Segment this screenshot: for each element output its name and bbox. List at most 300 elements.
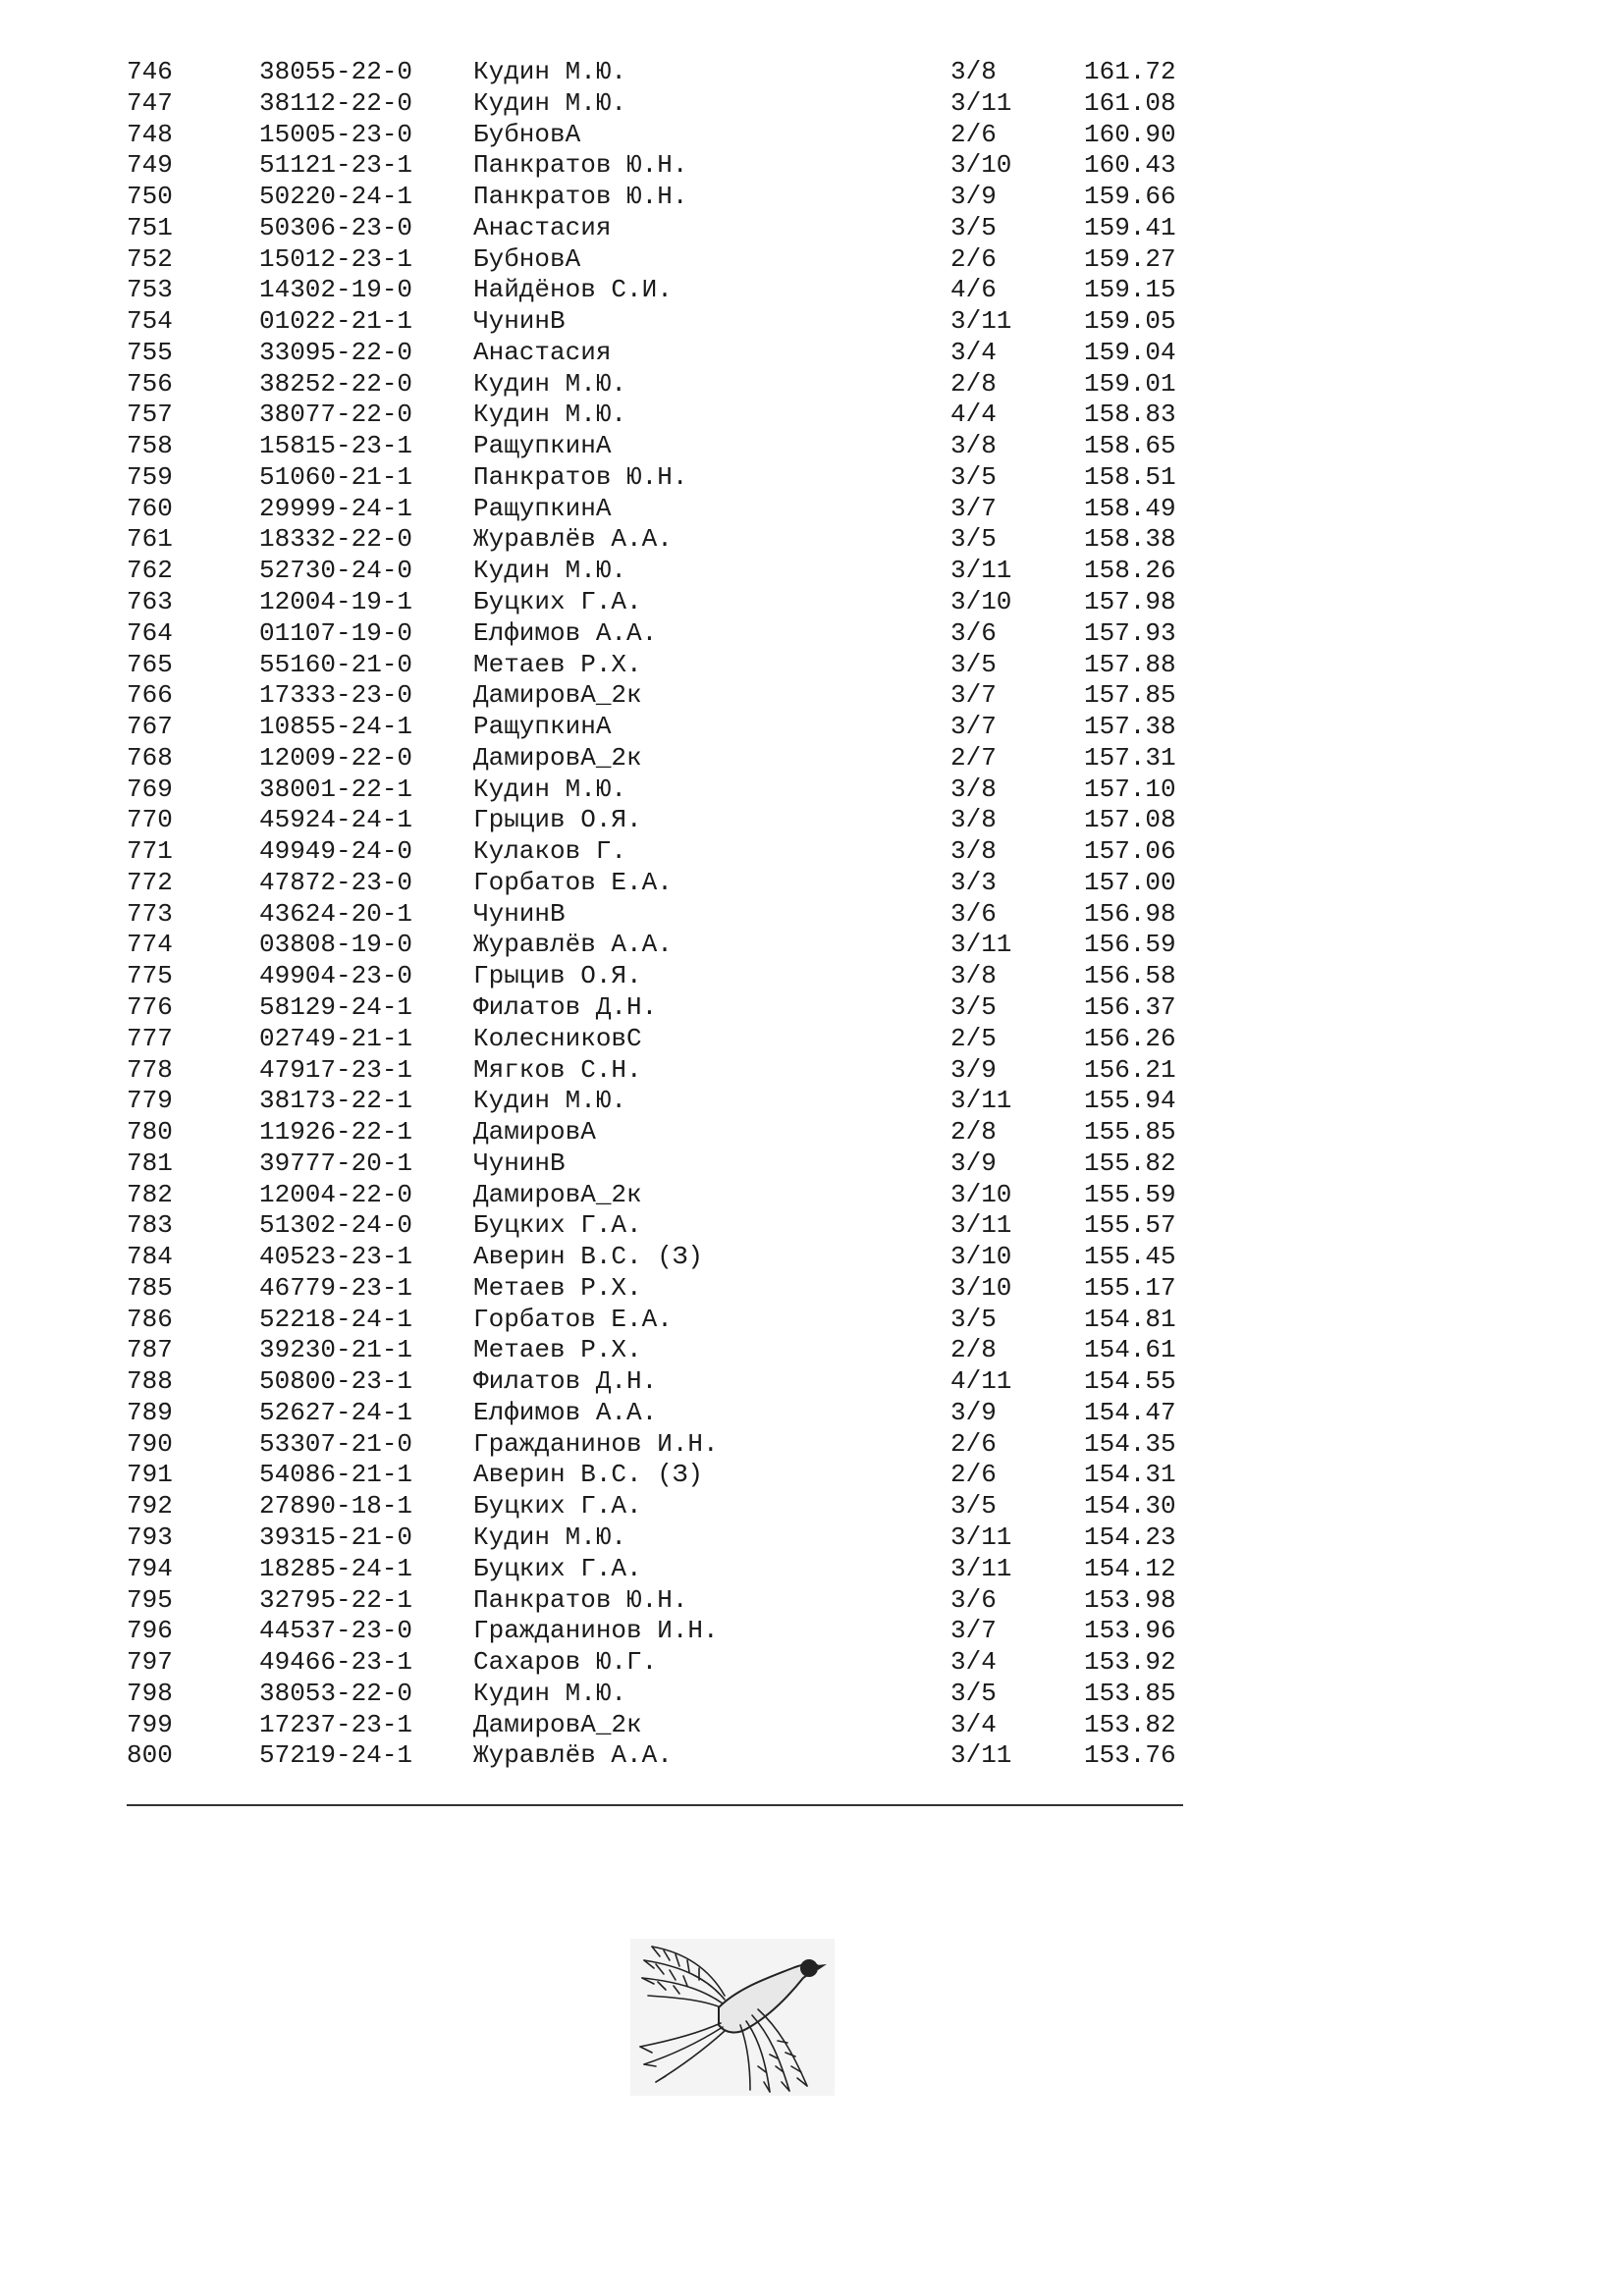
table-row <box>127 1273 1187 1305</box>
ring-number-cell: 18285-24-1 <box>259 1553 413 1583</box>
ratio-cell: 2/8 <box>950 1117 997 1148</box>
owner-name-cell: Елфимов А.А. <box>473 1397 658 1427</box>
table-row <box>127 930 1187 961</box>
table-row <box>127 1554 1187 1585</box>
place-cell: 797 <box>127 1647 173 1678</box>
ring-number-cell: 49466-23-1 <box>259 1647 413 1678</box>
table-row <box>127 1491 1187 1522</box>
owner-name-cell: Кудин М.Ю. <box>473 368 627 399</box>
owner-name-cell: Найдёнов С.И. <box>473 275 673 305</box>
ring-number-cell: 38173-22-1 <box>259 1086 413 1116</box>
ratio-cell: 2/8 <box>950 368 997 399</box>
place-cell: 782 <box>127 1179 173 1209</box>
place-cell: 746 <box>127 57 173 86</box>
speed-cell: 156.58 <box>1084 961 1176 991</box>
ratio-cell: 3/8 <box>950 774 997 804</box>
speed-cell: 161.08 <box>1084 87 1176 118</box>
ring-number-cell: 38055-22-0 <box>259 57 413 86</box>
owner-name-cell: Кудин М.Ю. <box>473 1522 627 1552</box>
ring-number-cell: 38001-22-1 <box>259 774 413 804</box>
owner-name-cell: ЧунинВ <box>473 1148 566 1178</box>
ring-number-cell: 45924-24-1 <box>259 805 413 835</box>
ring-number-cell: 29999-24-1 <box>259 493 413 523</box>
place-cell: 748 <box>127 119 173 149</box>
ratio-cell: 3/6 <box>950 898 997 929</box>
place-cell: 779 <box>127 1086 173 1116</box>
place-cell: 781 <box>127 1148 173 1178</box>
place-cell: 762 <box>127 556 173 586</box>
ratio-cell: 2/6 <box>950 243 997 274</box>
ring-number-cell: 38053-22-0 <box>259 1678 413 1708</box>
place-cell: 761 <box>127 524 173 555</box>
table-row <box>127 1679 1187 1710</box>
owner-name-cell: Кудин М.Ю. <box>473 57 627 86</box>
owner-name-cell: Буцких Г.А. <box>473 1553 642 1583</box>
place-cell: 799 <box>127 1709 173 1739</box>
place-cell: 786 <box>127 1304 173 1334</box>
ring-number-cell: 03808-19-0 <box>259 930 413 960</box>
place-cell: 755 <box>127 337 173 367</box>
ratio-cell: 3/11 <box>950 1210 1012 1241</box>
ratio-cell: 3/10 <box>950 1272 1012 1303</box>
place-cell: 774 <box>127 930 173 960</box>
table-row <box>127 774 1187 806</box>
ratio-cell: 3/11 <box>950 1553 1012 1583</box>
ring-number-cell: 39230-21-1 <box>259 1335 413 1365</box>
ratio-cell: 3/8 <box>950 836 997 867</box>
table-row <box>127 1117 1187 1148</box>
place-cell: 796 <box>127 1616 173 1646</box>
owner-name-cell: РащупкинА <box>473 712 612 742</box>
speed-cell: 157.00 <box>1084 867 1176 897</box>
owner-name-cell: Панкратов Ю.Н. <box>473 461 688 492</box>
table-row <box>127 338 1187 369</box>
owner-name-cell: Кудин М.Ю. <box>473 1678 627 1708</box>
ring-number-cell: 50800-23-1 <box>259 1366 413 1397</box>
table-row <box>127 275 1187 306</box>
owner-name-cell: ДамировА_2к <box>473 680 642 711</box>
ratio-cell: 3/5 <box>950 991 997 1022</box>
table-row <box>127 1460 1187 1491</box>
table-row <box>127 587 1187 618</box>
speed-cell: 156.37 <box>1084 991 1176 1022</box>
ring-number-cell: 33095-22-0 <box>259 337 413 367</box>
place-cell: 750 <box>127 182 173 212</box>
speed-cell: 156.21 <box>1084 1054 1176 1085</box>
table-row <box>127 1398 1187 1429</box>
ring-number-cell: 58129-24-1 <box>259 991 413 1022</box>
table-row <box>127 805 1187 836</box>
place-cell: 759 <box>127 461 173 492</box>
owner-name-cell: Кудин М.Ю. <box>473 400 627 430</box>
speed-cell: 157.98 <box>1084 587 1176 617</box>
table-row <box>127 1335 1187 1366</box>
speed-cell: 158.51 <box>1084 461 1176 492</box>
ratio-cell: 3/11 <box>950 87 1012 118</box>
ratio-cell: 3/4 <box>950 337 997 367</box>
ring-number-cell: 15815-23-1 <box>259 431 413 461</box>
ring-number-cell: 10855-24-1 <box>259 712 413 742</box>
table-row <box>127 213 1187 244</box>
owner-name-cell: ДамировА_2к <box>473 742 642 773</box>
ratio-cell: 3/11 <box>950 556 1012 586</box>
table-row <box>127 1429 1187 1461</box>
ratio-cell: 4/4 <box>950 400 997 430</box>
ratio-cell: 2/5 <box>950 1023 997 1053</box>
ring-number-cell: 49904-23-0 <box>259 961 413 991</box>
table-row <box>127 680 1187 712</box>
ring-number-cell: 50306-23-0 <box>259 212 413 242</box>
place-cell: 791 <box>127 1460 173 1490</box>
place-cell: 760 <box>127 493 173 523</box>
ring-number-cell: 52627-24-1 <box>259 1397 413 1427</box>
ratio-cell: 3/7 <box>950 493 997 523</box>
place-cell: 783 <box>127 1210 173 1241</box>
speed-cell: 159.27 <box>1084 243 1176 274</box>
speed-cell: 157.31 <box>1084 742 1176 773</box>
table-row <box>127 899 1187 931</box>
place-cell: 752 <box>127 243 173 274</box>
ratio-cell: 3/5 <box>950 524 997 555</box>
owner-name-cell: Гражданинов И.Н. <box>473 1616 719 1646</box>
ratio-cell: 3/5 <box>950 1678 997 1708</box>
divider-line <box>127 1804 1183 1806</box>
place-cell: 758 <box>127 431 173 461</box>
ratio-cell: 3/9 <box>950 182 997 212</box>
speed-cell: 153.96 <box>1084 1616 1176 1646</box>
owner-name-cell: Мягков С.Н. <box>473 1054 642 1085</box>
place-cell: 787 <box>127 1335 173 1365</box>
speed-cell: 158.83 <box>1084 400 1176 430</box>
table-row <box>127 1740 1187 1772</box>
place-cell: 777 <box>127 1023 173 1053</box>
table-row <box>127 961 1187 992</box>
place-cell: 747 <box>127 87 173 118</box>
owner-name-cell: Кулаков Г. <box>473 836 627 867</box>
ring-number-cell: 54086-21-1 <box>259 1460 413 1490</box>
table-row <box>127 120 1187 151</box>
speed-cell: 157.38 <box>1084 712 1176 742</box>
table-row <box>127 1086 1187 1117</box>
ring-number-cell: 12004-22-0 <box>259 1179 413 1209</box>
place-cell: 800 <box>127 1740 173 1771</box>
place-cell: 763 <box>127 587 173 617</box>
speed-cell: 159.41 <box>1084 212 1176 242</box>
owner-name-cell: Журавлёв А.А. <box>473 1740 673 1771</box>
ring-number-cell: 02749-21-1 <box>259 1023 413 1053</box>
ring-number-cell: 52218-24-1 <box>259 1304 413 1334</box>
table-row <box>127 150 1187 182</box>
place-cell: 756 <box>127 368 173 399</box>
table-row <box>127 1710 1187 1741</box>
owner-name-cell: Буцких Г.А. <box>473 1210 642 1241</box>
ratio-cell: 2/6 <box>950 119 997 149</box>
ring-number-cell: 39315-21-0 <box>259 1522 413 1552</box>
speed-cell: 155.17 <box>1084 1272 1176 1303</box>
ratio-cell: 3/4 <box>950 1647 997 1678</box>
ring-number-cell: 39777-20-1 <box>259 1148 413 1178</box>
table-row <box>127 1366 1187 1398</box>
speed-cell: 153.76 <box>1084 1740 1176 1771</box>
ring-number-cell: 18332-22-0 <box>259 524 413 555</box>
ring-number-cell: 17333-23-0 <box>259 680 413 711</box>
speed-cell: 157.88 <box>1084 649 1176 679</box>
speed-cell: 155.57 <box>1084 1210 1176 1241</box>
ratio-cell: 3/4 <box>950 1709 997 1739</box>
speed-cell: 155.85 <box>1084 1117 1176 1148</box>
ring-number-cell: 12009-22-0 <box>259 742 413 773</box>
ratio-cell: 3/11 <box>950 1522 1012 1552</box>
owner-name-cell: Горбатов Е.А. <box>473 867 673 897</box>
speed-cell: 161.72 <box>1084 57 1176 86</box>
place-cell: 753 <box>127 275 173 305</box>
place-cell: 767 <box>127 712 173 742</box>
ratio-cell: 3/6 <box>950 1584 997 1615</box>
table-row <box>127 494 1187 525</box>
table-row <box>127 462 1187 494</box>
place-cell: 757 <box>127 400 173 430</box>
place-cell: 795 <box>127 1584 173 1615</box>
ring-number-cell: 38112-22-0 <box>259 87 413 118</box>
place-cell: 790 <box>127 1428 173 1459</box>
speed-cell: 158.49 <box>1084 493 1176 523</box>
ring-number-cell: 57219-24-1 <box>259 1740 413 1771</box>
table-row <box>127 57 1187 88</box>
owner-name-cell: РащупкинА <box>473 493 612 523</box>
ratio-cell: 3/8 <box>950 431 997 461</box>
speed-cell: 154.30 <box>1084 1491 1176 1522</box>
ring-number-cell: 14302-19-0 <box>259 275 413 305</box>
table-row <box>127 1024 1187 1055</box>
place-cell: 775 <box>127 961 173 991</box>
table-row <box>127 1585 1187 1617</box>
table-row <box>127 369 1187 400</box>
table-row <box>127 618 1187 650</box>
ring-number-cell: 50220-24-1 <box>259 182 413 212</box>
speed-cell: 155.59 <box>1084 1179 1176 1209</box>
table-row <box>127 743 1187 774</box>
ratio-cell: 4/11 <box>950 1366 1012 1397</box>
table-row <box>127 1180 1187 1211</box>
ratio-cell: 3/10 <box>950 1242 1012 1272</box>
owner-name-cell: ЧунинВ <box>473 898 566 929</box>
ratio-cell: 3/9 <box>950 1397 997 1427</box>
ratio-cell: 3/11 <box>950 1086 1012 1116</box>
ratio-cell: 2/7 <box>950 742 997 773</box>
owner-name-cell: Гражданинов И.Н. <box>473 1428 719 1459</box>
owner-name-cell: Сахаров Ю.Г. <box>473 1647 658 1678</box>
ratio-cell: 3/7 <box>950 680 997 711</box>
place-cell: 751 <box>127 212 173 242</box>
speed-cell: 158.26 <box>1084 556 1176 586</box>
owner-name-cell: Буцких Г.А. <box>473 1491 642 1522</box>
ring-number-cell: 47917-23-1 <box>259 1054 413 1085</box>
owner-name-cell: БубновА <box>473 119 581 149</box>
owner-name-cell: Анастасия <box>473 337 612 367</box>
ratio-cell: 3/7 <box>950 712 997 742</box>
owner-name-cell: Панкратов Ю.Н. <box>473 150 688 181</box>
speed-cell: 156.98 <box>1084 898 1176 929</box>
table-row <box>127 1148 1187 1180</box>
owner-name-cell: Кудин М.Ю. <box>473 774 627 804</box>
place-cell: 771 <box>127 836 173 867</box>
place-cell: 773 <box>127 898 173 929</box>
ratio-cell: 3/9 <box>950 1148 997 1178</box>
speed-cell: 158.38 <box>1084 524 1176 555</box>
table-row <box>127 868 1187 899</box>
place-cell: 765 <box>127 649 173 679</box>
place-cell: 788 <box>127 1366 173 1397</box>
ring-number-cell: 11926-22-1 <box>259 1117 413 1148</box>
speed-cell: 160.90 <box>1084 119 1176 149</box>
ratio-cell: 3/5 <box>950 1491 997 1522</box>
speed-cell: 154.55 <box>1084 1366 1176 1397</box>
speed-cell: 155.94 <box>1084 1086 1176 1116</box>
speed-cell: 157.06 <box>1084 836 1176 867</box>
table-row <box>127 1242 1187 1273</box>
owner-name-cell: Кудин М.Ю. <box>473 556 627 586</box>
ring-number-cell: 38077-22-0 <box>259 400 413 430</box>
owner-name-cell: Панкратов Ю.Н. <box>473 1584 688 1615</box>
ratio-cell: 3/10 <box>950 1179 1012 1209</box>
ring-number-cell: 46779-23-1 <box>259 1272 413 1303</box>
place-cell: 770 <box>127 805 173 835</box>
table-row <box>127 650 1187 681</box>
place-cell: 794 <box>127 1553 173 1583</box>
speed-cell: 160.43 <box>1084 150 1176 181</box>
speed-cell: 159.01 <box>1084 368 1176 399</box>
table-row <box>127 1305 1187 1336</box>
owner-name-cell: Филатов Д.Н. <box>473 1366 658 1397</box>
ring-number-cell: 17237-23-1 <box>259 1709 413 1739</box>
owner-name-cell: РащупкинА <box>473 431 612 461</box>
speed-cell: 154.12 <box>1084 1553 1176 1583</box>
ring-number-cell: 43624-20-1 <box>259 898 413 929</box>
owner-name-cell: Журавлёв А.А. <box>473 930 673 960</box>
place-cell: 798 <box>127 1678 173 1708</box>
ratio-cell: 2/6 <box>950 1428 997 1459</box>
speed-cell: 154.47 <box>1084 1397 1176 1427</box>
ring-number-cell: 27890-18-1 <box>259 1491 413 1522</box>
place-cell: 769 <box>127 774 173 804</box>
owner-name-cell: Кудин М.Ю. <box>473 87 627 118</box>
table-row <box>127 431 1187 462</box>
speed-cell: 159.66 <box>1084 182 1176 212</box>
ratio-cell: 3/5 <box>950 649 997 679</box>
ratio-cell: 3/6 <box>950 617 997 648</box>
owner-name-cell: Филатов Д.Н. <box>473 991 658 1022</box>
owner-name-cell: БубновА <box>473 243 581 274</box>
place-cell: 768 <box>127 742 173 773</box>
table-row <box>127 1210 1187 1242</box>
table-row <box>127 306 1187 338</box>
ratio-cell: 3/10 <box>950 150 1012 181</box>
table-row <box>127 836 1187 868</box>
ratio-cell: 3/8 <box>950 57 997 86</box>
ratio-cell: 3/5 <box>950 1304 997 1334</box>
table-row <box>127 400 1187 431</box>
table-row <box>127 712 1187 743</box>
ratio-cell: 3/5 <box>950 461 997 492</box>
results-table <box>127 57 1187 1772</box>
owner-name-cell: Кудин М.Ю. <box>473 1086 627 1116</box>
ratio-cell: 2/8 <box>950 1335 997 1365</box>
flying-dove-icon <box>630 1939 835 2096</box>
ratio-cell: 3/11 <box>950 306 1012 337</box>
speed-cell: 154.61 <box>1084 1335 1176 1365</box>
ring-number-cell: 15005-23-0 <box>259 119 413 149</box>
owner-name-cell: Анастасия <box>473 212 612 242</box>
ratio-cell: 3/5 <box>950 212 997 242</box>
ring-number-cell: 51121-23-1 <box>259 150 413 181</box>
place-cell: 778 <box>127 1054 173 1085</box>
ring-number-cell: 49949-24-0 <box>259 836 413 867</box>
table-row <box>127 992 1187 1024</box>
ratio-cell: 3/8 <box>950 961 997 991</box>
ring-number-cell: 32795-22-1 <box>259 1584 413 1615</box>
owner-name-cell: ДамировА <box>473 1117 596 1148</box>
speed-cell: 155.45 <box>1084 1242 1176 1272</box>
table-row <box>127 556 1187 587</box>
speed-cell: 154.31 <box>1084 1460 1176 1490</box>
table-row <box>127 88 1187 120</box>
ring-number-cell: 12004-19-1 <box>259 587 413 617</box>
owner-name-cell: Аверин В.С. (З) <box>473 1242 704 1272</box>
ratio-cell: 3/10 <box>950 587 1012 617</box>
speed-cell: 156.26 <box>1084 1023 1176 1053</box>
place-cell: 766 <box>127 680 173 711</box>
speed-cell: 154.35 <box>1084 1428 1176 1459</box>
speed-cell: 159.05 <box>1084 306 1176 337</box>
place-cell: 780 <box>127 1117 173 1148</box>
speed-cell: 154.23 <box>1084 1522 1176 1552</box>
place-cell: 772 <box>127 867 173 897</box>
place-cell: 784 <box>127 1242 173 1272</box>
owner-name-cell: Буцких Г.А. <box>473 587 642 617</box>
ratio-cell: 3/11 <box>950 1740 1012 1771</box>
owner-name-cell: Панкратов Ю.Н. <box>473 182 688 212</box>
owner-name-cell: КолесниковС <box>473 1023 642 1053</box>
owner-name-cell: Горбатов Е.А. <box>473 1304 673 1334</box>
speed-cell: 153.85 <box>1084 1678 1176 1708</box>
ratio-cell: 3/11 <box>950 930 1012 960</box>
ring-number-cell: 55160-21-0 <box>259 649 413 679</box>
owner-name-cell: ДамировА_2к <box>473 1709 642 1739</box>
speed-cell: 156.59 <box>1084 930 1176 960</box>
owner-name-cell: Аверин В.С. (З) <box>473 1460 704 1490</box>
ring-number-cell: 01022-21-1 <box>259 306 413 337</box>
owner-name-cell: Метаев Р.Х. <box>473 1272 642 1303</box>
speed-cell: 153.92 <box>1084 1647 1176 1678</box>
place-cell: 749 <box>127 150 173 181</box>
ring-number-cell: 51060-21-1 <box>259 461 413 492</box>
ratio-cell: 3/3 <box>950 867 997 897</box>
table-row <box>127 182 1187 213</box>
ratio-cell: 3/7 <box>950 1616 997 1646</box>
owner-name-cell: Елфимов А.А. <box>473 617 658 648</box>
ring-number-cell: 51302-24-0 <box>259 1210 413 1241</box>
ring-number-cell: 52730-24-0 <box>259 556 413 586</box>
table-row <box>127 1616 1187 1647</box>
speed-cell: 157.93 <box>1084 617 1176 648</box>
ratio-cell: 2/6 <box>950 1460 997 1490</box>
speed-cell: 155.82 <box>1084 1148 1176 1178</box>
speed-cell: 158.65 <box>1084 431 1176 461</box>
place-cell: 785 <box>127 1272 173 1303</box>
ring-number-cell: 38252-22-0 <box>259 368 413 399</box>
owner-name-cell: ДамировА_2к <box>473 1179 642 1209</box>
place-cell: 789 <box>127 1397 173 1427</box>
